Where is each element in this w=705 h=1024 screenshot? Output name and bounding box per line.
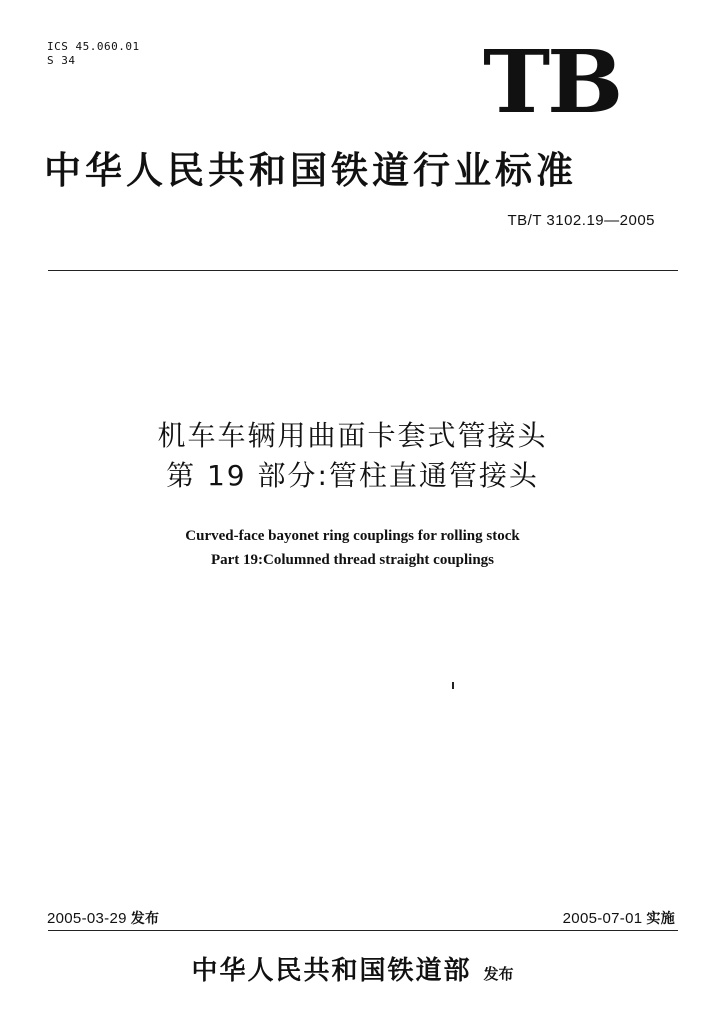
publish-label: 发布 [130,910,160,926]
classification-codes [47,40,140,68]
english-title-line-1: Curved-face bayonet ring couplings for rolling stock [185,528,520,544]
chinese-title-line-1: 机车车辆用曲面卡套式管接头 [157,419,548,452]
effective-date: 2005-07-01 [562,910,643,927]
effective-date-line [563,908,675,928]
publish-date-line [47,908,159,928]
english-title-line-2: Part 19:Columned thread straight couplings [210,552,495,568]
standard-code: TB/T 3102.19—2005 [507,212,655,229]
category-code: S 34 [47,54,76,67]
publish-date: 2005-03-29 [47,910,127,927]
effective-label: 实施 [646,910,675,926]
issuer-name: 中华人民共和国铁道部 [191,956,472,986]
stray-mark [452,682,454,689]
tb-logo: TB [483,32,621,133]
issuer-label: 发布 [483,965,514,983]
issuer-line [0,950,705,987]
chinese-title-line-2: 第 19 部分:管柱直通管接头 [166,459,539,492]
standard-title: 中华人民共和国铁道行业标准 [44,148,577,192]
ics-code: ICS 45.060.01 [47,40,140,53]
bottom-divider [48,930,678,931]
top-divider [48,270,678,271]
